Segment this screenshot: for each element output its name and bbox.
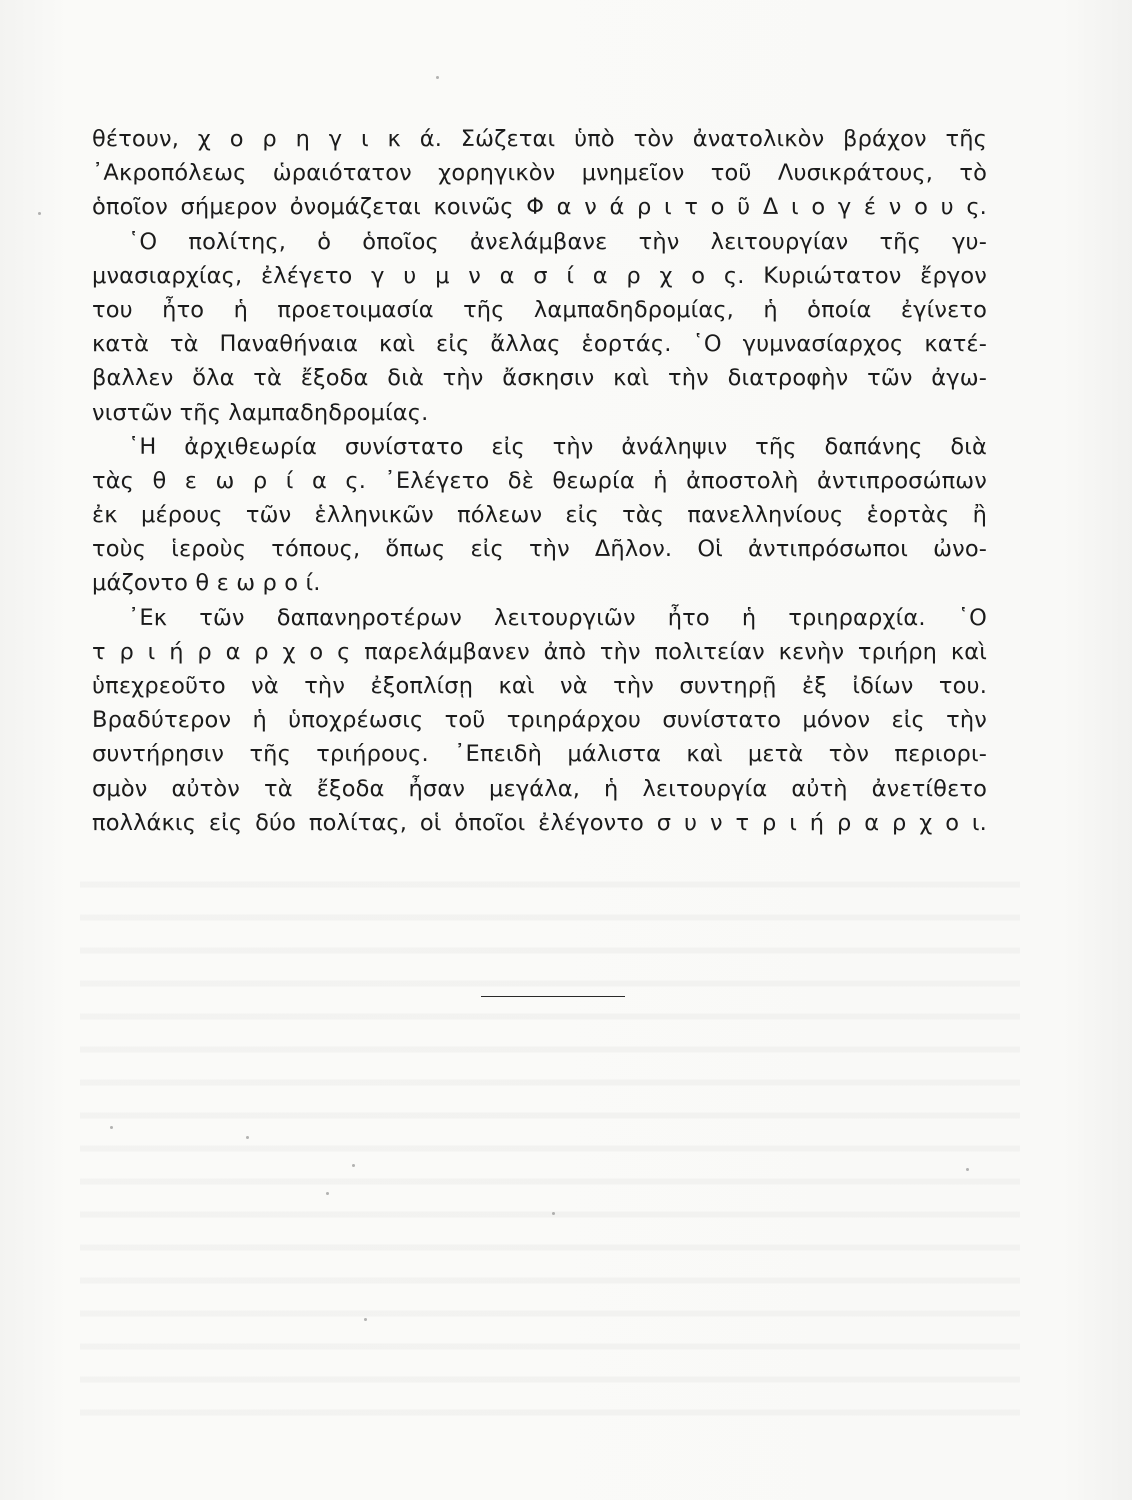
text-line: μνασιαρχίας, ἐλέγετο γ υ μ ν α σ ί α ρ χ ο ς. Κυριώτατον ἔργον — [92, 262, 987, 289]
text-line: θέτουν, χ ο ρ η γ ι κ ά. Σώζεται ὑπὸ τὸν ἀνατολικὸν βράχον τῆς — [92, 126, 987, 152]
dust-speck — [326, 1192, 329, 1195]
show-through-text — [80, 860, 1020, 1420]
text-line: πολλάκις εἰς δύο πολίτας, οἱ ὁποῖοι ἐλέγοντο σ υ ν τ ρ ι ή ρ α ρ χ ο ι. — [92, 809, 987, 836]
text-line: νιστῶν τῆς λαμπαδηδρομίας. — [92, 399, 429, 426]
dust-speck — [246, 1136, 249, 1139]
text-line: μάζοντο θ ε ω ρ ο ί. — [92, 570, 321, 597]
dust-speck — [552, 1212, 555, 1215]
text-line: ᾿Ακροπόλεως ὡραιότατον χορηγικὸν μνημεῖον τοῦ Λυσικράτους, τὸ — [92, 160, 987, 187]
text-line: τὰς θ ε ω ρ ί α ς. ᾿Ελέγετο δὲ θεωρία ἡ ἀποστολὴ ἀντιπροσώπων — [92, 467, 987, 494]
text-line: ῾Η ἀρχιθεωρία συνίστατο εἰς τὴν ἀνάληψιν τῆς δαπάνης διὰ — [128, 433, 987, 460]
dust-speck — [966, 1168, 969, 1171]
text-line: σμὸν αὐτὸν τὰ ἔξοδα ἦσαν μεγάλα, ἡ λειτουργία αὐτὴ ἀνετίθετο — [92, 775, 987, 802]
dust-speck — [436, 76, 439, 79]
text-line: ἐκ μέρους τῶν ἑλληνικῶν πόλεων εἰς τὰς πανελληνίους ἑορτὰς ἢ — [92, 502, 987, 529]
dust-speck — [38, 212, 41, 215]
text-line: ᾿Εκ τῶν δαπανηροτέρων λειτουργιῶν ἦτο ἡ τριηραρχία. ῾Ο — [128, 604, 987, 631]
text-line: ὁποῖον σήμερον ὀνομάζεται κοινῶς Φ α ν ά ρ ι τ ο ῦ Δ ι ο γ έ ν ο υ ς. — [92, 194, 987, 221]
text-line: ὑπεχρεοῦτο νὰ τὴν ἐξοπλίσῃ καὶ νὰ τὴν συντηρῇ ἐξ ἰδίων του. — [92, 673, 987, 699]
dust-speck — [110, 1126, 113, 1129]
text-line: ῾Ο πολίτης, ὁ ὁποῖος ἀνελάμβανε τὴν λειτουργίαν τῆς γυ- — [128, 228, 987, 255]
text-line: τ ρ ι ή ρ α ρ χ ο ς παρελάμβανεν ἀπὸ τὴν πολιτείαν κενὴν τριήρη καὶ — [92, 638, 987, 665]
text-line: συντήρησιν τῆς τριήρους. ᾿Επειδὴ μάλιστα καὶ μετὰ τὸν περιορι- — [92, 741, 987, 768]
text-line: τοὺς ἱεροὺς τόπους, ὅπως εἰς τὴν Δῆλον. Οἱ ἀντιπρόσωποι ὠνο- — [92, 536, 987, 563]
text-line: βαλλεν ὅλα τὰ ἔξοδα διὰ τὴν ἄσκησιν καὶ τὴν διατροφὴν τῶν ἀγω- — [92, 365, 987, 392]
dust-speck — [352, 1164, 355, 1167]
text-line: Βραδύτερον ἡ ὑποχρέωσις τοῦ τριηράρχου συνίστατο μόνον εἰς τὴν — [92, 707, 987, 734]
body-text — [92, 122, 987, 840]
section-divider — [481, 996, 625, 997]
dust-speck — [364, 1318, 367, 1321]
text-line: του ἦτο ἡ προετοιμασία τῆς λαμπαδηδρομίας, ἡ ὁποία ἐγίνετο — [92, 296, 987, 323]
text-line: κατὰ τὰ Παναθήναια καὶ εἰς ἄλλας ἑορτάς. ῾Ο γυμνασίαρχος κατέ- — [92, 331, 987, 358]
